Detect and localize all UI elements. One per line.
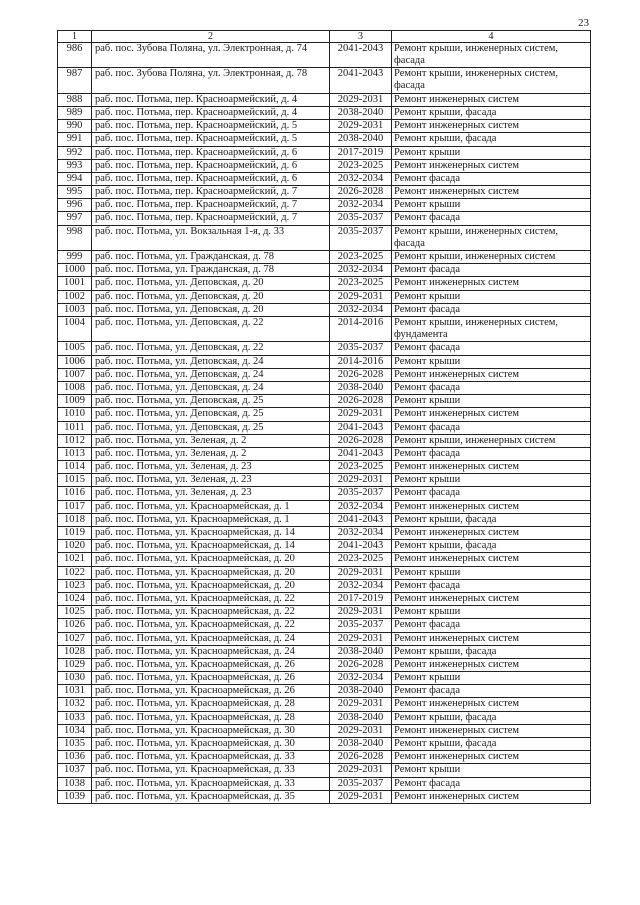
work-type-cell: Ремонт инженерных систем: [392, 751, 591, 764]
address-cell: раб. пос. Потьма, ул. Зеленая, д. 23: [92, 487, 330, 500]
years-cell: 2041-2043: [330, 68, 392, 93]
work-type-cell: Ремонт инженерных систем: [392, 186, 591, 199]
table-row: [58, 751, 591, 764]
years-cell: 2029-2031: [330, 632, 392, 645]
address-cell: раб. пос. Потьма, ул. Красноармейская, д. 1: [92, 500, 330, 513]
address-cell: раб. пос. Потьма, ул. Красноармейская, д. 1: [92, 513, 330, 526]
years-cell: 2032-2034: [330, 500, 392, 513]
table-row: [58, 487, 591, 500]
table-row: [58, 368, 591, 381]
work-type-cell: Ремонт инженерных систем: [392, 658, 591, 671]
work-type-cell: Ремонт инженерных систем: [392, 368, 591, 381]
work-type-cell: Ремонт крыши: [392, 395, 591, 408]
work-type-cell: Ремонт крыши, фасада: [392, 106, 591, 119]
work-type-cell: Ремонт инженерных систем: [392, 120, 591, 133]
years-cell: 2041-2043: [330, 43, 392, 68]
address-cell: раб. пос. Потьма, ул. Зеленая, д. 23: [92, 474, 330, 487]
address-cell: раб. пос. Потьма, ул. Деповская, д. 25: [92, 408, 330, 421]
years-cell: 2026-2028: [330, 434, 392, 447]
table-body: [58, 43, 591, 804]
address-cell: раб. пос. Потьма, ул. Красноармейская, д. 24: [92, 632, 330, 645]
work-type-cell: Ремонт крыши, фасада: [392, 133, 591, 146]
row-number-cell: 1009: [58, 395, 92, 408]
years-cell: 2032-2034: [330, 172, 392, 185]
row-number-cell: 1038: [58, 777, 92, 790]
column-header-1: 1: [58, 31, 92, 43]
table-row: [58, 434, 591, 447]
table-row: [58, 645, 591, 658]
table-row: [58, 738, 591, 751]
table-row: [58, 395, 591, 408]
years-cell: 2023-2025: [330, 461, 392, 474]
row-number-cell: 989: [58, 106, 92, 119]
work-type-cell: Ремонт инженерных систем: [392, 527, 591, 540]
row-number-cell: 1032: [58, 698, 92, 711]
address-cell: раб. пос. Потьма, ул. Вокзальная 1-я, д. 33: [92, 225, 330, 250]
table-row: [58, 500, 591, 513]
table-row: [58, 592, 591, 605]
years-cell: 2029-2031: [330, 606, 392, 619]
address-cell: раб. пос. Потьма, пер. Красноармейский, д. 6: [92, 146, 330, 159]
column-header-3: 3: [330, 31, 392, 43]
address-cell: раб. пос. Потьма, ул. Деповская, д. 24: [92, 355, 330, 368]
work-type-cell: Ремонт инженерных систем: [392, 632, 591, 645]
address-cell: раб. пос. Потьма, пер. Красноармейский, д. 7: [92, 186, 330, 199]
row-number-cell: 1003: [58, 303, 92, 316]
address-cell: раб. пос. Потьма, ул. Красноармейская, д. 14: [92, 540, 330, 553]
work-type-cell: Ремонт инженерных систем: [392, 461, 591, 474]
years-cell: 2017-2019: [330, 146, 392, 159]
row-number-cell: 1006: [58, 355, 92, 368]
row-number-cell: 993: [58, 159, 92, 172]
table-row: [58, 186, 591, 199]
table-row: [58, 159, 591, 172]
address-cell: раб. пос. Потьма, пер. Красноармейский, д. 4: [92, 106, 330, 119]
years-cell: 2038-2040: [330, 685, 392, 698]
table-row: [58, 93, 591, 106]
table-row: [58, 199, 591, 212]
address-cell: раб. пос. Потьма, ул. Красноармейская, д. 30: [92, 724, 330, 737]
address-cell: раб. пос. Потьма, пер. Красноармейский, д. 5: [92, 133, 330, 146]
address-cell: раб. пос. Потьма, ул. Красноармейская, д. 20: [92, 579, 330, 592]
row-number-cell: 996: [58, 199, 92, 212]
years-cell: 2029-2031: [330, 790, 392, 803]
years-cell: 2026-2028: [330, 395, 392, 408]
work-type-cell: Ремонт фасада: [392, 487, 591, 500]
years-cell: 2029-2031: [330, 408, 392, 421]
row-number-cell: 1037: [58, 764, 92, 777]
address-cell: раб. пос. Потьма, пер. Красноармейский, д. 7: [92, 212, 330, 225]
address-cell: раб. пос. Зубова Поляна, ул. Электронная, д. 74: [92, 43, 330, 68]
table-row: [58, 225, 591, 250]
row-number-cell: 1002: [58, 290, 92, 303]
row-number-cell: 992: [58, 146, 92, 159]
address-cell: раб. пос. Потьма, ул. Гражданская, д. 78: [92, 251, 330, 264]
work-type-cell: Ремонт инженерных систем: [392, 93, 591, 106]
years-cell: 2029-2031: [330, 764, 392, 777]
work-type-cell: Ремонт инженерных систем: [392, 277, 591, 290]
years-cell: 2041-2043: [330, 447, 392, 460]
table-row: [58, 777, 591, 790]
years-cell: 2038-2040: [330, 645, 392, 658]
table-row: [58, 513, 591, 526]
table-row: [58, 68, 591, 93]
years-cell: 2035-2037: [330, 225, 392, 250]
work-type-cell: Ремонт крыши, инженерных систем, фасада: [392, 43, 591, 68]
years-cell: 2035-2037: [330, 342, 392, 355]
work-type-cell: Ремонт крыши, фасада: [392, 540, 591, 553]
row-number-cell: 987: [58, 68, 92, 93]
work-type-cell: Ремонт крыши: [392, 606, 591, 619]
table-row: [58, 277, 591, 290]
address-cell: раб. пос. Потьма, ул. Деповская, д. 24: [92, 381, 330, 394]
table-row: [58, 355, 591, 368]
address-cell: раб. пос. Потьма, ул. Красноармейская, д. 35: [92, 790, 330, 803]
table-row: [58, 579, 591, 592]
years-cell: 2035-2037: [330, 619, 392, 632]
work-type-cell: Ремонт инженерных систем: [392, 408, 591, 421]
years-cell: 2023-2025: [330, 251, 392, 264]
address-cell: раб. пос. Потьма, ул. Красноармейская, д. 24: [92, 645, 330, 658]
work-type-cell: Ремонт крыши, инженерных систем, фасада: [392, 68, 591, 93]
work-type-cell: Ремонт крыши, фасада: [392, 738, 591, 751]
row-number-cell: 1016: [58, 487, 92, 500]
table-row: [58, 553, 591, 566]
work-type-cell: Ремонт крыши, инженерных систем: [392, 251, 591, 264]
years-cell: 2032-2034: [330, 303, 392, 316]
table-row: [58, 658, 591, 671]
years-cell: 2029-2031: [330, 724, 392, 737]
work-type-cell: Ремонт крыши, инженерных систем, фасада: [392, 225, 591, 250]
page-number: 23: [578, 17, 589, 29]
table-row: [58, 527, 591, 540]
address-cell: раб. пос. Потьма, ул. Красноармейская, д. 28: [92, 711, 330, 724]
years-cell: 2038-2040: [330, 738, 392, 751]
years-cell: 2017-2019: [330, 592, 392, 605]
row-number-cell: 998: [58, 225, 92, 250]
years-cell: 2026-2028: [330, 186, 392, 199]
row-number-cell: 990: [58, 120, 92, 133]
row-number-cell: 1012: [58, 434, 92, 447]
work-type-cell: Ремонт крыши: [392, 290, 591, 303]
table-row: [58, 381, 591, 394]
row-number-cell: 994: [58, 172, 92, 185]
row-number-cell: 1001: [58, 277, 92, 290]
row-number-cell: 1029: [58, 658, 92, 671]
address-cell: раб. пос. Потьма, ул. Красноармейская, д. 22: [92, 592, 330, 605]
work-type-cell: Ремонт крыши: [392, 672, 591, 685]
work-type-cell: Ремонт крыши: [392, 146, 591, 159]
work-type-cell: Ремонт фасада: [392, 381, 591, 394]
work-type-cell: Ремонт фасада: [392, 303, 591, 316]
row-number-cell: 1035: [58, 738, 92, 751]
work-type-cell: Ремонт крыши: [392, 474, 591, 487]
years-cell: 2029-2031: [330, 93, 392, 106]
years-cell: 2029-2031: [330, 566, 392, 579]
row-number-cell: 988: [58, 93, 92, 106]
address-cell: раб. пос. Потьма, ул. Деповская, д. 20: [92, 277, 330, 290]
work-type-cell: Ремонт фасада: [392, 685, 591, 698]
row-number-cell: 1019: [58, 527, 92, 540]
row-number-cell: 1039: [58, 790, 92, 803]
row-number-cell: 1028: [58, 645, 92, 658]
years-cell: 2032-2034: [330, 264, 392, 277]
work-type-cell: Ремонт крыши: [392, 199, 591, 212]
row-number-cell: 986: [58, 43, 92, 68]
table-row: [58, 461, 591, 474]
address-cell: раб. пос. Потьма, ул. Красноармейская, д. 26: [92, 658, 330, 671]
table-row: [58, 790, 591, 803]
table-row: [58, 619, 591, 632]
row-number-cell: 1004: [58, 316, 92, 341]
years-cell: 2035-2037: [330, 487, 392, 500]
address-cell: раб. пос. Потьма, ул. Гражданская, д. 78: [92, 264, 330, 277]
row-number-cell: 1022: [58, 566, 92, 579]
row-number-cell: 1036: [58, 751, 92, 764]
years-cell: 2023-2025: [330, 277, 392, 290]
row-number-cell: 1021: [58, 553, 92, 566]
table-row: [58, 698, 591, 711]
address-cell: раб. пос. Потьма, ул. Красноармейская, д. 33: [92, 777, 330, 790]
years-cell: 2029-2031: [330, 698, 392, 711]
table-row: [58, 672, 591, 685]
address-cell: раб. пос. Потьма, ул. Красноармейская, д. 28: [92, 698, 330, 711]
address-cell: раб. пос. Зубова Поляна, ул. Электронная, д. 78: [92, 68, 330, 93]
work-type-cell: Ремонт фасада: [392, 579, 591, 592]
row-number-cell: 1007: [58, 368, 92, 381]
table-row: [58, 474, 591, 487]
row-number-cell: 1025: [58, 606, 92, 619]
address-cell: раб. пос. Потьма, ул. Красноармейская, д. 20: [92, 553, 330, 566]
address-cell: раб. пос. Потьма, пер. Красноармейский, д. 6: [92, 159, 330, 172]
table-row: [58, 120, 591, 133]
row-number-cell: 1011: [58, 421, 92, 434]
years-cell: 2038-2040: [330, 381, 392, 394]
years-cell: 2023-2025: [330, 159, 392, 172]
address-cell: раб. пос. Потьма, ул. Красноармейская, д. 30: [92, 738, 330, 751]
work-type-cell: Ремонт фасада: [392, 777, 591, 790]
table-row: [58, 447, 591, 460]
row-number-cell: 1034: [58, 724, 92, 737]
years-cell: 2029-2031: [330, 474, 392, 487]
table-row: [58, 606, 591, 619]
table-row: [58, 316, 591, 341]
work-type-cell: Ремонт крыши, инженерных систем: [392, 434, 591, 447]
table-row: [58, 303, 591, 316]
work-type-cell: Ремонт крыши, фасада: [392, 645, 591, 658]
years-cell: 2038-2040: [330, 133, 392, 146]
table-row: [58, 290, 591, 303]
address-cell: раб. пос. Потьма, ул. Красноармейская, д. 26: [92, 685, 330, 698]
table-header-row: [58, 31, 591, 43]
table-row: [58, 172, 591, 185]
table-row: [58, 540, 591, 553]
years-cell: 2026-2028: [330, 751, 392, 764]
work-type-cell: Ремонт инженерных систем: [392, 790, 591, 803]
years-cell: 2029-2031: [330, 120, 392, 133]
work-type-cell: Ремонт инженерных систем: [392, 724, 591, 737]
address-cell: раб. пос. Потьма, ул. Красноармейская, д. 26: [92, 672, 330, 685]
years-cell: 2029-2031: [330, 290, 392, 303]
address-cell: раб. пос. Потьма, ул. Деповская, д. 22: [92, 342, 330, 355]
work-type-cell: Ремонт крыши: [392, 355, 591, 368]
row-number-cell: 1030: [58, 672, 92, 685]
years-cell: 2038-2040: [330, 711, 392, 724]
table-row: [58, 146, 591, 159]
years-cell: 2041-2043: [330, 513, 392, 526]
table-row: [58, 711, 591, 724]
years-cell: 2026-2028: [330, 368, 392, 381]
work-type-cell: Ремонт инженерных систем: [392, 553, 591, 566]
address-cell: раб. пос. Потьма, пер. Красноармейский, д. 7: [92, 199, 330, 212]
years-cell: 2026-2028: [330, 658, 392, 671]
address-cell: раб. пос. Потьма, ул. Красноармейская, д. 22: [92, 619, 330, 632]
work-type-cell: Ремонт инженерных систем: [392, 159, 591, 172]
row-number-cell: 999: [58, 251, 92, 264]
years-cell: 2032-2034: [330, 672, 392, 685]
address-cell: раб. пос. Потьма, ул. Деповская, д. 22: [92, 316, 330, 341]
row-number-cell: 1018: [58, 513, 92, 526]
work-type-cell: Ремонт инженерных систем: [392, 592, 591, 605]
table-row: [58, 408, 591, 421]
row-number-cell: 1010: [58, 408, 92, 421]
table-row: [58, 133, 591, 146]
years-cell: 2032-2034: [330, 579, 392, 592]
address-cell: раб. пос. Потьма, ул. Деповская, д. 24: [92, 368, 330, 381]
row-number-cell: 1031: [58, 685, 92, 698]
work-type-cell: Ремонт фасада: [392, 212, 591, 225]
work-type-cell: Ремонт крыши: [392, 764, 591, 777]
column-header-2: 2: [92, 31, 330, 43]
address-cell: раб. пос. Потьма, ул. Деповская, д. 25: [92, 421, 330, 434]
row-number-cell: 1027: [58, 632, 92, 645]
address-cell: раб. пос. Потьма, ул. Зеленая, д. 2: [92, 434, 330, 447]
table-row: [58, 43, 591, 68]
address-cell: раб. пос. Потьма, пер. Красноармейский, д. 4: [92, 93, 330, 106]
address-cell: раб. пос. Потьма, ул. Красноармейская, д. 14: [92, 527, 330, 540]
address-cell: раб. пос. Потьма, ул. Красноармейская, д. 22: [92, 606, 330, 619]
row-number-cell: 1000: [58, 264, 92, 277]
row-number-cell: 1023: [58, 579, 92, 592]
row-number-cell: 1013: [58, 447, 92, 460]
address-cell: раб. пос. Потьма, ул. Красноармейская, д. 33: [92, 751, 330, 764]
table-row: [58, 764, 591, 777]
years-cell: 2035-2037: [330, 212, 392, 225]
table-row: [58, 685, 591, 698]
table-row: [58, 421, 591, 434]
table-row: [58, 212, 591, 225]
work-type-cell: Ремонт фасада: [392, 447, 591, 460]
table-row: [58, 632, 591, 645]
column-header-4: 4: [392, 31, 591, 43]
row-number-cell: 1024: [58, 592, 92, 605]
row-number-cell: 1017: [58, 500, 92, 513]
years-cell: 2041-2043: [330, 540, 392, 553]
row-number-cell: 997: [58, 212, 92, 225]
years-cell: 2023-2025: [330, 553, 392, 566]
table-row: [58, 251, 591, 264]
years-cell: 2032-2034: [330, 199, 392, 212]
years-cell: 2014-2016: [330, 355, 392, 368]
work-type-cell: Ремонт крыши, фасада: [392, 711, 591, 724]
work-type-cell: Ремонт крыши, фасада: [392, 513, 591, 526]
years-cell: 2032-2034: [330, 527, 392, 540]
work-type-cell: Ремонт фасада: [392, 172, 591, 185]
work-type-cell: Ремонт крыши, инженерных систем, фундамента: [392, 316, 591, 341]
row-number-cell: 1026: [58, 619, 92, 632]
table-row: [58, 106, 591, 119]
address-cell: раб. пос. Потьма, пер. Красноармейский, д. 6: [92, 172, 330, 185]
table-row: [58, 264, 591, 277]
address-cell: раб. пос. Потьма, ул. Зеленая, д. 23: [92, 461, 330, 474]
address-cell: раб. пос. Потьма, ул. Деповская, д. 20: [92, 290, 330, 303]
row-number-cell: 995: [58, 186, 92, 199]
row-number-cell: 1033: [58, 711, 92, 724]
row-number-cell: 1014: [58, 461, 92, 474]
work-type-cell: Ремонт крыши: [392, 566, 591, 579]
work-type-cell: Ремонт фасада: [392, 264, 591, 277]
address-cell: раб. пос. Потьма, ул. Деповская, д. 20: [92, 303, 330, 316]
row-number-cell: 1020: [58, 540, 92, 553]
row-number-cell: 1015: [58, 474, 92, 487]
work-type-cell: Ремонт инженерных систем: [392, 500, 591, 513]
work-type-cell: Ремонт фасада: [392, 619, 591, 632]
row-number-cell: 1005: [58, 342, 92, 355]
years-cell: 2035-2037: [330, 777, 392, 790]
address-cell: раб. пос. Потьма, пер. Красноармейский, д. 5: [92, 120, 330, 133]
work-type-cell: Ремонт инженерных систем: [392, 698, 591, 711]
years-cell: 2038-2040: [330, 106, 392, 119]
years-cell: 2041-2043: [330, 421, 392, 434]
table-row: [58, 724, 591, 737]
row-number-cell: 1008: [58, 381, 92, 394]
work-type-cell: Ремонт фасада: [392, 342, 591, 355]
years-cell: 2014-2016: [330, 316, 392, 341]
table-row: [58, 566, 591, 579]
address-cell: раб. пос. Потьма, ул. Красноармейская, д. 20: [92, 566, 330, 579]
address-cell: раб. пос. Потьма, ул. Зеленая, д. 2: [92, 447, 330, 460]
address-cell: раб. пос. Потьма, ул. Деповская, д. 25: [92, 395, 330, 408]
address-cell: раб. пос. Потьма, ул. Красноармейская, д. 33: [92, 764, 330, 777]
table-row: [58, 342, 591, 355]
work-type-cell: Ремонт фасада: [392, 421, 591, 434]
repair-schedule-table: [57, 30, 591, 804]
row-number-cell: 991: [58, 133, 92, 146]
